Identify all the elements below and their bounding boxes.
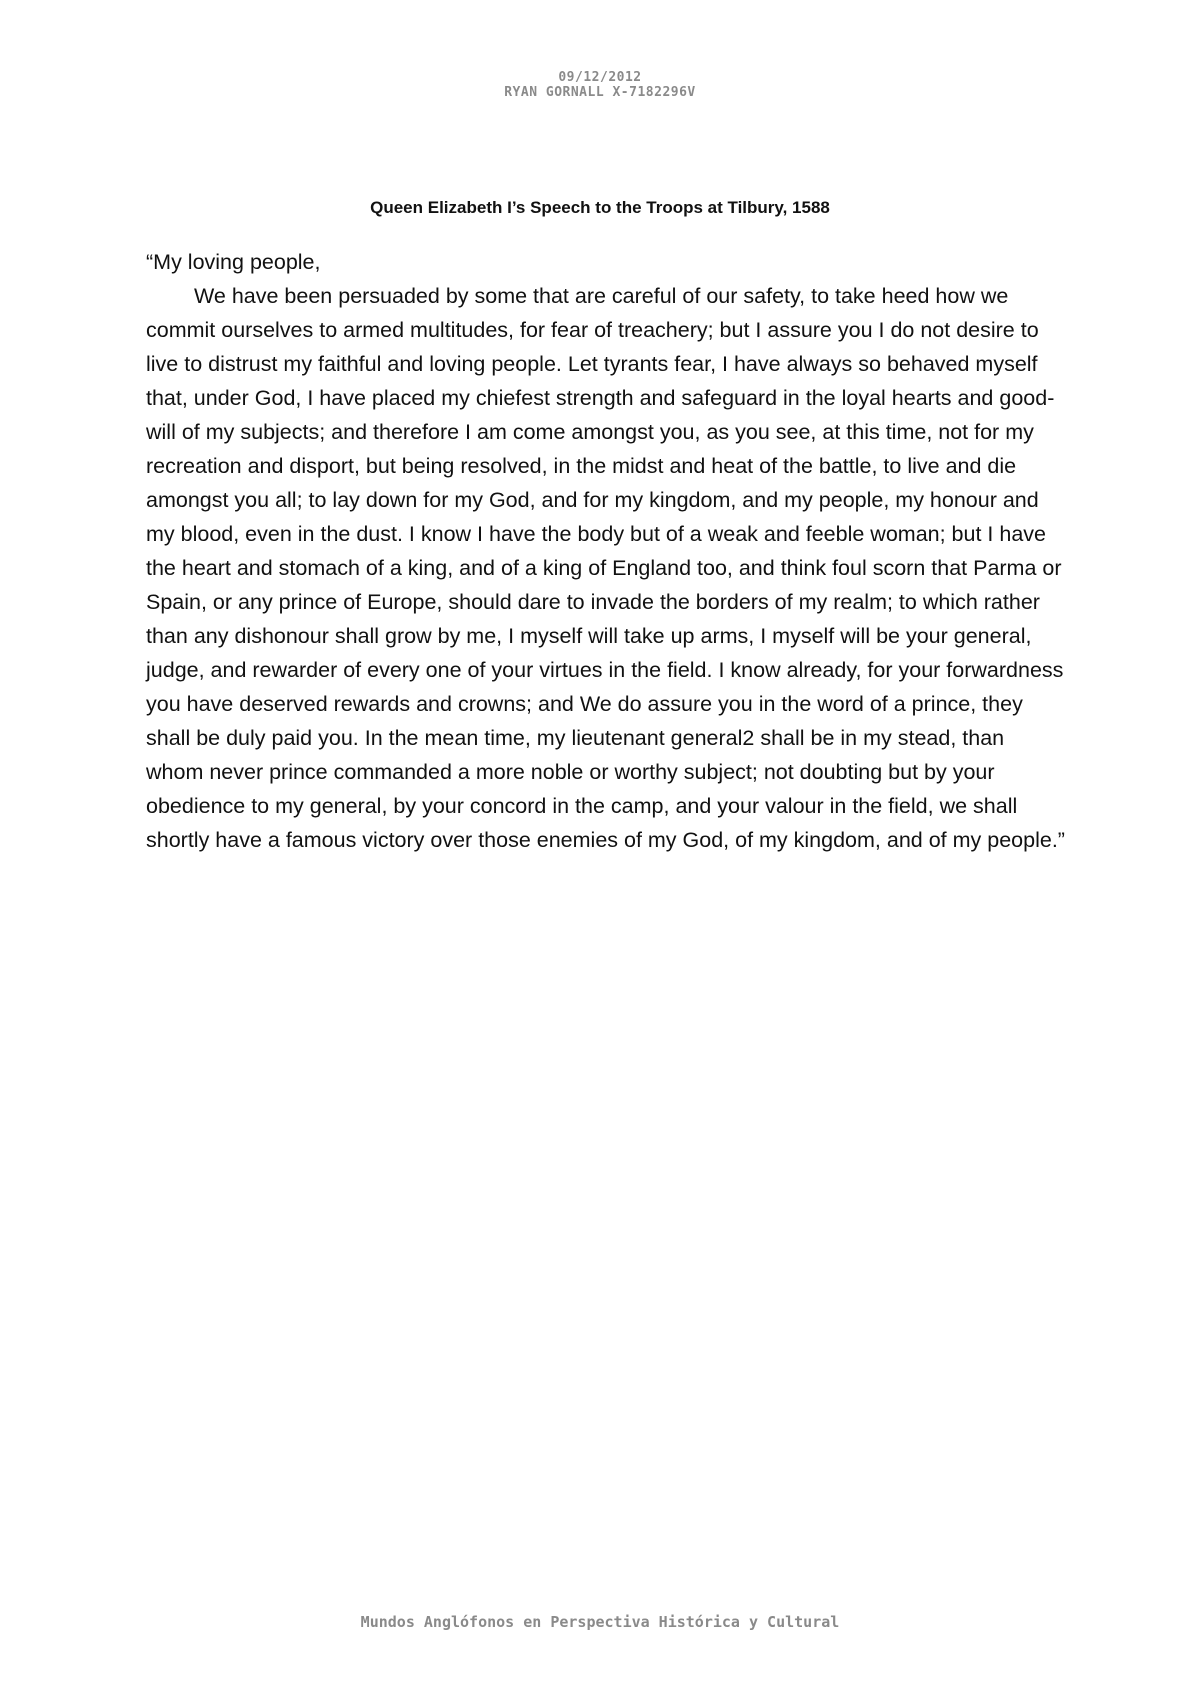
- header-author: RYAN GORNALL X-7182296V: [504, 85, 696, 100]
- page-footer: Mundos Anglófonos en Perspectiva Histórica y Cultural: [360, 1613, 840, 1631]
- header-date: 09/12/2012: [558, 70, 642, 85]
- document-title: Queen Elizabeth I’s Speech to the Troops at Tilbury, 1588: [370, 198, 830, 217]
- speech-paragraph: We have been persuaded by some that are careful of our safety, to take heed how we commit ourselves to armed multitudes, for fear of treachery; but I assure you I do not desire to live to distrust my faithful and loving people. Let tyrants fear, I have always so behaved myself that, under God, I have placed my chiefest strength and safeguard in the loyal hearts and good-will of my subjects; and therefore I am come amongst you, as you see, at this time, not for my recreation and disport, but being resolved, in the midst and heat of the battle, to live and die amongst you all; to lay down for my God, and for my kingdom, and my people, my honour and my blood, even in the dust. I know I have the body but of a weak and feeble woman; but I have the heart and stomach of a king, and of a king of England too, and think foul scorn that Parma or Spain, or any prince of Europe, should dare to invade the borders of my realm; to which rather than any dishonour shall grow by me, I myself will take up arms, I myself will be your general, judge, and rewarder of every one of your virtues in the field. I know already, for your forwardness you have deserved rewards and crowns; and We do assure you in the word of a prince, they shall be duly paid you. In the mean time, my lieutenant general2 shall be in my stead, than whom never prince commanded a more noble or worthy subject; not doubting but by your obedience to my general, by your concord in the camp, and your valour in the field, we shall shortly have a famous victory over those enemies of my God, of my kingdom, and of my people.”: [146, 284, 1065, 852]
- salutation: “My loving people,: [146, 250, 321, 274]
- page-header: [0, 70, 1200, 100]
- document-body: [146, 245, 1066, 857]
